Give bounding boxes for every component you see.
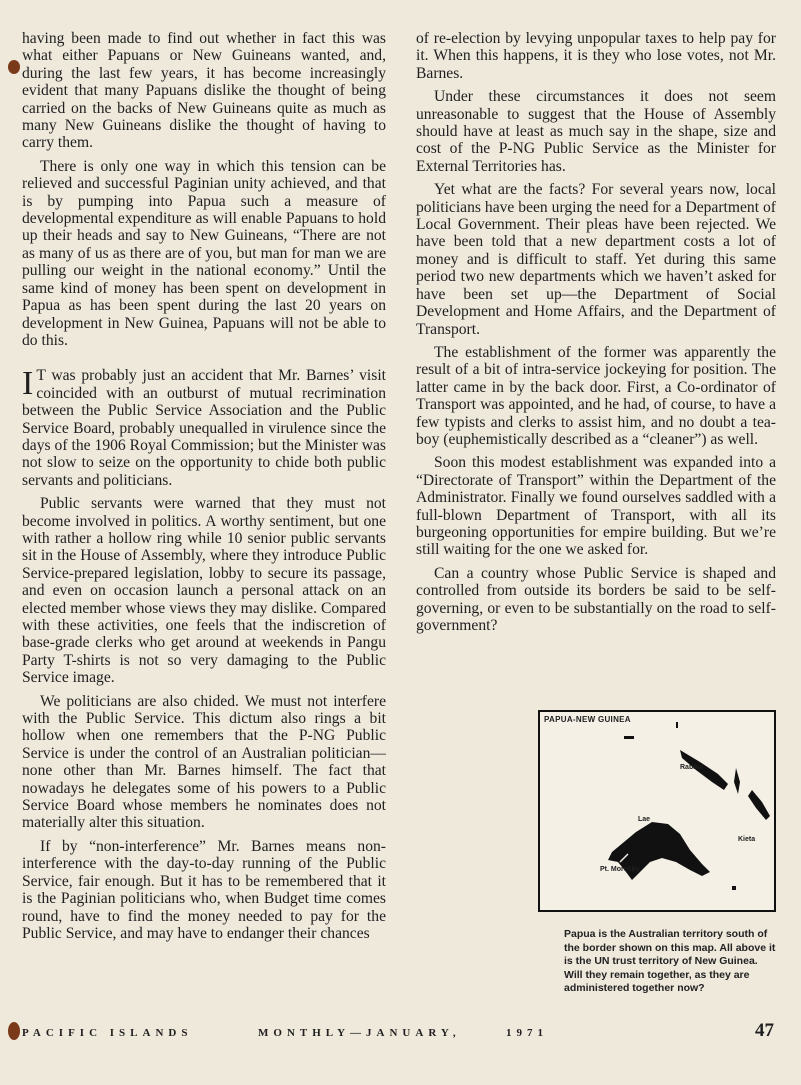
map-label-rabaul: Rabaul — [680, 764, 704, 771]
paragraph: There is only one way in which this tension can be relieved and successful Paginian unity achieved, and that is by pumping into Papua such a measure of developmental expenditure as will enable Papuans to hold up their heads and say to New Guineans, “There are not as many of us as there are of you, but man for man we are pulling our weight in the national economy.” Until the same kind of money has been spent on development in Papua as has been spent during the last 20 years on development in New Guinea, Papuans will not be able to do this. — [22, 157, 386, 349]
paragraph: Yet what are the facts? For several years now, local politicians have been urging the need for a Department of Local Government. Their pleas have been rejected. We have been told that a new department costs a lot of money and is difficult to staff. Yet during this same period two new departments which we haven’t asked for have been set up—the Department of Social Development and Home Affairs, and the Department of Transport. — [416, 181, 776, 338]
paragraph: We politicians are also chided. We must not interfere with the Public Service. This dictum also rings a bit hollow when one remembers that the P-NG Public Service is under the control of an Australian politician—none other than Mr. Barnes himself. The fact that nowadays he delegates some of his powers to a Public Service Board whose members he nominates does not materially alter this situation. — [22, 692, 386, 832]
small-island-shape — [676, 722, 678, 728]
drop-cap: I — [22, 365, 34, 403]
map-title: PAPUA-NEW GUINEA — [544, 715, 631, 724]
page-footer — [0, 1018, 801, 1058]
footer-magazine-name: PACIFIC ISLANDS — [22, 1027, 193, 1039]
bougainville-shape — [748, 790, 770, 820]
footer-year: 1971 — [506, 1027, 548, 1039]
ink-blot-mark — [8, 1022, 20, 1040]
map-label-kieta: Kieta — [738, 836, 756, 843]
map-label-port-moresby: Pt. Moresby — [600, 866, 640, 873]
paragraph: Can a country whose Public Service is shaped and controlled from outside its borders be said to be self-governing, or even to be substantially on the road to self-government? — [416, 564, 776, 634]
right-column — [416, 30, 776, 640]
papua-new-guinea-map — [538, 710, 776, 912]
section-opening-paragraph — [22, 367, 386, 489]
page-number: 47 — [755, 1020, 774, 1041]
footer-issue: MONTHLY—JANUARY, — [258, 1027, 461, 1039]
left-column — [22, 30, 386, 948]
small-island-shape — [732, 886, 736, 890]
paragraph: Public servants were warned that they must not become involved in politics. A worthy sentiment, but one with rather a hollow ring while 10 senior public servants sit in the House of Assembly, where they introduce Public Service-prepared legislation, lobby to secure its passage, and even on occasion launch a personal attack on an elected member whose views they may dislike. Compared with these activities, one feels that the indiscretion of base-grade clerks who get around at weekends in Pangu Party T-shirts is not so very damaging to the Public Service image. — [22, 495, 386, 687]
map-label-lae: Lae — [638, 816, 651, 823]
paragraph: If by “non-interference” Mr. Barnes means non-interference with the day-to-day running of the Public Service, fair enough. But it has to be remembered that it is the Paginian politicians who, when Budget time comes round, have to find the money needed to pay for the Public Service, and may have to endanger their chances — [22, 837, 386, 942]
map-graphic — [540, 712, 774, 910]
manus-island-shape — [624, 736, 634, 739]
paragraph: The establishment of the former was apparently the result of a bit of intra-service jockeying for position. The latter came in by the back door. First, a Co-ordinator of Transport was appointed, and he had, of course, to have a few typists and clerks to assist him, and no doubt a tea-boy (euphemistically described as a “cleaner”) as well. — [416, 343, 776, 448]
new-ireland-shape — [734, 768, 740, 794]
ink-blot-mark — [8, 60, 20, 74]
paragraph: Under these circumstances it does not seem unreasonable to suggest that the House of Assembly should have at least as much say in the shape, size and cost of the P-NG Public Service as the Minister for External Territories has. — [416, 88, 776, 175]
paragraph-text: T was probably just an accident that Mr. Barnes’ visit coincided with an outburst of mutual recrimination between the Public Service Association and the Public Service Board, probably unequalled in virulence since the days of the 1906 Royal Commission; but the Minister was not slow to seize on the opportunity to chide both public servants and politicians. — [22, 367, 386, 489]
paragraph: Soon this modest establishment was expanded into a “Directorate of Transport” within the Department of the Administrator. Finally we found ourselves saddled with a full-blown Department of Transport, with all its burgeoning opportunities for empire building. But we’re still waiting for the one we asked for. — [416, 454, 776, 559]
small-island-shape — [694, 864, 697, 867]
paragraph: having been made to find out whether in fact this was what either Papuans or New Guineans wanted, and, during the last few years, it has become increasingly evident that many Papuans dislike the thought of being carried on the backs of New Guineans quite as much as many New Guineans dislike the thought of having to carry them. — [22, 30, 386, 152]
map-caption: Papua is the Australian territory south of the border shown on this map. All above it is the UN trust territory of New Guinea. Will they remain together, as they are administered together now? — [564, 928, 776, 994]
paragraph: of re-election by levying unpopular taxes to help pay for it. When this happens, it is they who lose votes, not Mr. Barnes. — [416, 30, 776, 82]
